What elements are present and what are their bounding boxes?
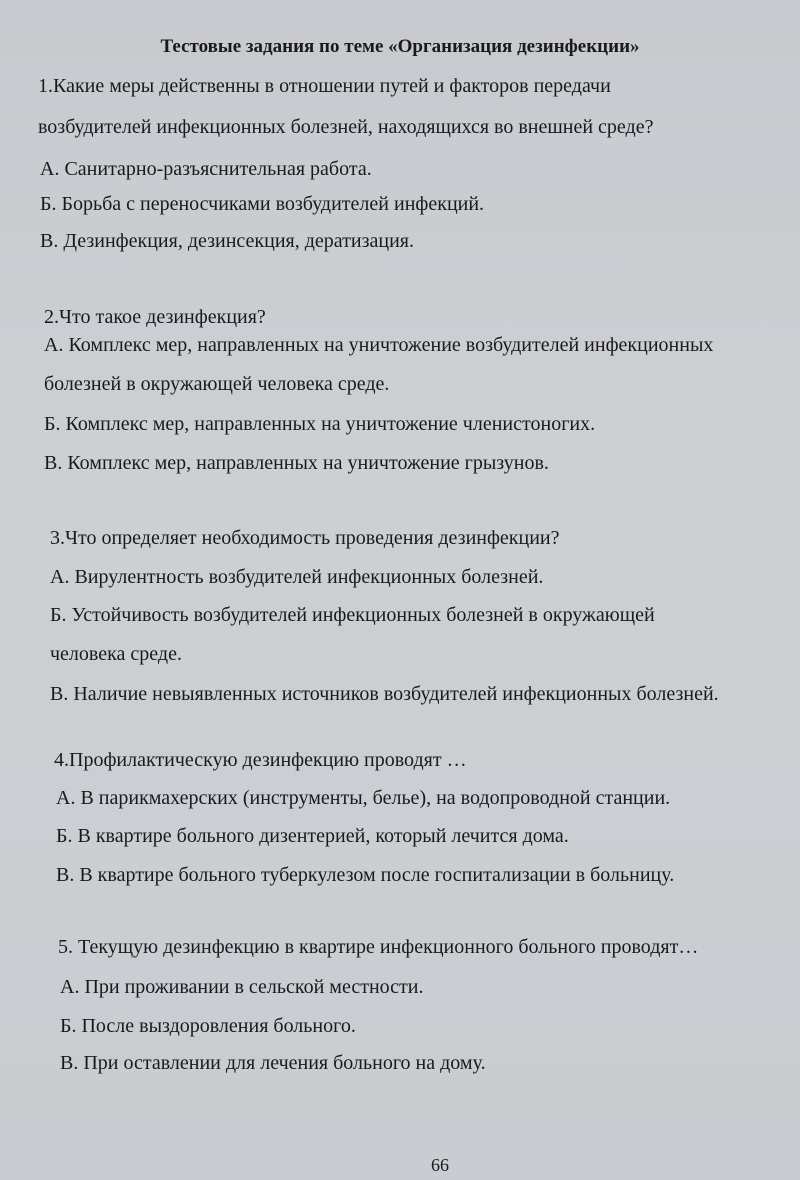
answer-option: А. При проживании в сельской местности. — [60, 976, 424, 998]
question-text-line: возбудителей инфекционных болезней, находящихся во внешней среде? — [38, 116, 654, 138]
answer-option: В. В квартире больного туберкулезом после госпитализации в больницу. — [56, 864, 675, 886]
question-text-line: 4.Профилактическую дезинфекцию проводят … — [54, 749, 467, 771]
answer-option: В. Наличие невыявленных источников возбудителей инфекционных болезней. — [50, 683, 719, 705]
answer-option: Б. Комплекс мер, направленных на уничтожение членистоногих. — [44, 413, 596, 435]
answer-option: А. В парикмахерских (инструменты, белье), на водопроводной станции. — [56, 787, 671, 809]
question-text-line: 3.Что определяет необходимость проведения дезинфекции? — [50, 527, 560, 549]
answer-option: Б. Устойчивость возбудителей инфекционных болезней в окружающей — [50, 604, 655, 626]
answer-option-continuation: болезней в окружающей человека среде. — [44, 373, 390, 395]
answer-option-continuation: человека среде. — [50, 643, 182, 665]
answer-option: Б. В квартире больного дизентерией, который лечится дома. — [56, 825, 569, 847]
question-text-line: 1.Какие меры действенны в отношении путей и факторов передачи — [38, 75, 611, 97]
question-text-line: 5. Текущую дезинфекцию в квартире инфекционного больного проводят… — [58, 936, 699, 958]
answer-option: А. Вирулентность возбудителей инфекционных болезней. — [50, 566, 544, 588]
answer-option: А. Санитарно-разъяснительная работа. — [40, 158, 372, 180]
page-number: 66 — [431, 1155, 449, 1175]
answer-option: А. Комплекс мер, направленных на уничтожение возбудителей инфекционных — [44, 334, 714, 356]
answer-option: В. Дезинфекция, дезинсекция, дератизация. — [40, 230, 414, 252]
question-text-line: 2.Что такое дезинфекция? — [44, 306, 266, 328]
answer-option: В. Комплекс мер, направленных на уничтожение грызунов. — [44, 452, 549, 474]
page-title: Тестовые задания по теме «Организация дезинфекции» — [160, 36, 640, 57]
answer-option: Б. После выздоровления больного. — [60, 1015, 356, 1037]
answer-option: В. При оставлении для лечения больного на дому. — [60, 1052, 486, 1074]
answer-option: Б. Борьба с переносчиками возбудителей инфекций. — [40, 193, 485, 215]
